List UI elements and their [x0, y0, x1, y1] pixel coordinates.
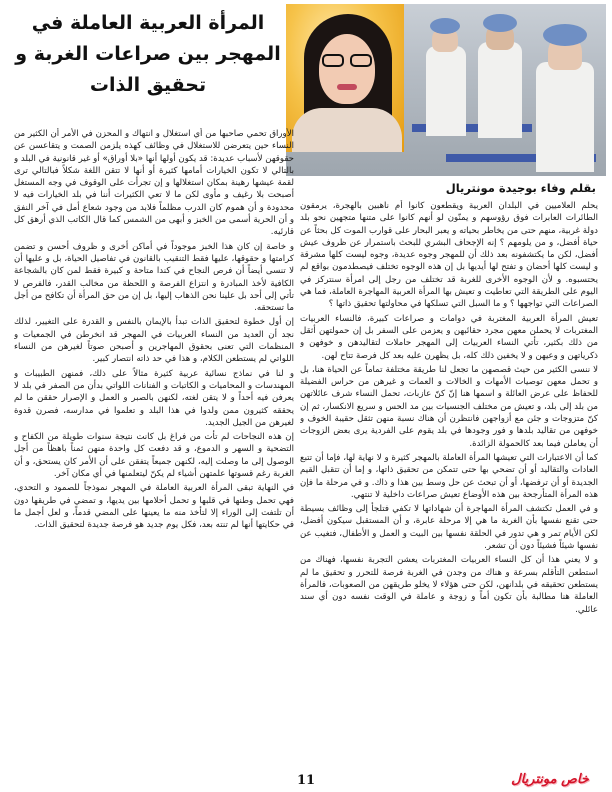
- glasses-lens: [350, 54, 372, 67]
- author-portrait: [286, 4, 404, 152]
- body-paragraph: الأوراق تحمي صاحبها من أي استغلال و انتهاك و المحزن في الأمر أن الكثير من النساء حين يتعرضن للاستغلال في وظائف كهذه يلزمن الصمت و يتقاعسن عن حقوقهن لأسباب عديدة: قد يكون أولها أنها «بلا أوراق» أو غير قانونية في البلد و بالتالي لا تكون الخيارات أمامها كثيرة أو أنها لا تتقن اللغة شكلاً فبالتالي ترى لقمة عيشها رهينة بمكان استغلالها و إن تجرأت على الوقوف في وجه المستغل أصبحت بلا رغيف و مأوى لكن ما لا تعي الكثيرات أننا في بلد الخيارات فيه لا محدودة و أن هموم كان الدرب مظلماً فلابد من وجود شعاع أمل في آخر النفق و أن الحرية أسمى من الخبز و أبهى من الشمس كما قال الكاتب الذي أرهق كل قارئيه.: [14, 129, 294, 238]
- page-number: 11: [296, 773, 316, 788]
- headline-line-1: المرأة العربية العاملة في: [31, 12, 265, 34]
- magazine-logo: خاص مونتريال: [511, 772, 589, 787]
- body-paragraph: لا ننسى الكثير من حيث قصصهن ما تجعل لنا طريقة مختلفة تماماً عن الحياة هنا، بل و تحمل معهن توصيات الأمهات و الخالات و العمات و غيرهن من حراس الفضيلة للحفاظ على عرض العائلة و اسمها هنا إنّ كنّ عازبات، تحمل النساء شرف عائلاتهن من بلد إلى بلد، و تعيش من مختلف الجنسيات بين مد الحس و سريع الانكسار، ثم إن كنّ متزوجات و جئن مع أزواجهن فانتظرن أن هناك نسبة منهن تثقل حقيبة الخوف و خوفهن من تقاليد بلدها و فور وجودها في بلد يقوم على الفردية يرى بعض الزوجات أن يعاملن فيما بعد كالحمولة الزائدة.: [300, 364, 598, 449]
- body-paragraph: و لا يعني هذا أن كل النساء العربيات المغتربات يعشن التجربة نفسها، فهناك من استطعن التأقلم بسرعة و هناك من وجدن في الغربة فرصة للتحرر و تحقيق ما لم يستطعن تحقيقه في بلدانهن، لكن حتى هؤلاء لا يخلو طريقهن من الصعوبات، فالمرأة العاملة هنا مطالبة بأن تكون أماً و زوجة و عاملة في الوقت نفسه دون أي سند عائلي.: [300, 555, 598, 615]
- glasses-lens: [322, 54, 344, 67]
- portrait-lips: [337, 84, 357, 90]
- worker-uniform: [536, 62, 594, 172]
- worker-cap: [430, 18, 460, 34]
- article-column-right: [300, 200, 598, 770]
- article-column-left: [14, 128, 294, 770]
- body-paragraph: و خاصة إن كان هذا الخبز موجوداً في أماكن أخرى و ظروف أحسن و تضمن كرامتها و حقوقها، عليها فقط التنقيب بالقانون في تفاصيل الحياة، بل و عليها أن لا تنسى أيضاً أن فرص النجاح في كندا متاحة و كبيرة فقط لمن كان بالشجاعة الكافية لأخذ المبادرة و انتزاع الفرصة و اللحظة من مخالب القدر، فالفرص لا تأتي إلى أحد بل علينا نحن الذهاب إليها، بل إن من حق المرأة أن تكافح من أجل ما تستحقه.: [14, 241, 294, 314]
- headline-line-2: المهجر بين صراعات الغربة و: [15, 43, 281, 65]
- body-paragraph: و في العمل تكتشف المرأة المهاجرة أن شهاداتها لا تكفي فتلجأ إلى وظائف بسيطة حتى تقنع نفسها بأن الغربة ما هي إلا مرحلة عابرة، و أن المستقبل سيكون أفضل، لكن الأيام تمر و هي تدور في الحلقة نفسها بين البيت و العمل و الأطفال، فتغيب عن نفسها شيئاً فشيئاً دون أن تشعر.: [300, 504, 598, 552]
- body-paragraph: إن أول خطوة لتحقيق الذات تبدأ بالإيمان بالنفس و القدرة على التغيير، لذلك نجد أن العديد من النساء العربيات في المهجر قد انخرطن في الجمعيات و المنظمات التي تعنى بحقوق المهاجرين و أصبحن صوتاً لغيرهن من النساء اللواتي لم يستطعن الكلام، و هذا في حد ذاته انتصار كبير.: [14, 317, 294, 365]
- body-paragraph: إن هذه النجاحات لم تأت من فراغ بل كانت نتيجة سنوات طويلة من الكفاح و التضحية و السهر و الدموع، و قد دفعت كل واحدة منهن ثمناً باهظاً من أجل الوصول إلى ما وصلت إليه، لكنهن جميعاً يتفقن على أن الأمر كان يستحق، و أن الغربة رغم قسوتها علمتهن أشياء لم يكنّ ليتعلمنها في أي مكان آخر.: [14, 432, 294, 480]
- article-byline: بقلم وفاء بوجيدة مونتريال: [445, 181, 596, 195]
- portrait-face: [319, 34, 375, 104]
- worker-cap: [483, 14, 517, 32]
- body-paragraph: و لنا في نماذج نسائية عربية كثيرة مثالاً على ذلك، فمنهن الطبيبات و المهندسات و المحاميات و الكاتبات و الفنانات اللواتي بدأن من الصفر في بلد لا يعرفن فيه أحداً و لا يتقن لغته، لكنهن بالصبر و العمل و الإصرار حققن ما لم يحققه كثيرون ممن ولدوا في هذا البلد و تعلموا في مدارسه، فصرن قدوة لغيرهن من الجيل الجديد.: [14, 368, 294, 428]
- body-paragraph: يحلم العلاميين في البلدان العربية ويقطعون كانوا أم ناهبين بالهجرة، يرمقون الطائرات العابرات فوق رؤوسهم و يمنّون لو أنهم كانوا على متنها متجهين نحو بلد دولة غربية، منهم حتى من يخاطر بحياته و يعبر البحار على قوارب الموت كل بحثاً عن حياة أفضل، و من يلومهم ؟ إنه الإجحاف البشري للبحث باستمرار عن ظروف عيش أفضل، لكن ما يكتشفونه بعد ذلك أن للمهجر وجوه عديدة، وجوه ليست كلها مشرقة و ليست كلها أحضان و تفتح لها أيديها بل إن هذه الوجوه تختلف فيصطدمون بواقع لم يحتسبوه. و لأن الوجوه الأخرى للغربة قد تختلف من رجل إلى امرأة سنتركز في اليوم على الطريقة التي تعاطيت و تعيش بها المرأة العربية المهاجرة العاملة، فما هي الصراعات التي تواجهها ؟ و ما السبل التي تسلكها في محاولتها تحقيق ذاتها ؟: [300, 201, 598, 310]
- worker-cap: [543, 24, 587, 46]
- worker-uniform: [478, 42, 522, 138]
- article-headline: [14, 8, 282, 124]
- portrait-shirt: [292, 108, 402, 152]
- body-paragraph: في النهاية تبقى المرأة العربية العاملة في المهجر نموذجاً للصمود و التحدي، فهي تحمل وطنها في قلبها و تحمل أحلامها بين يديها، و تمضي في طريقها دون أن تلتفت إلى الوراء إلا لتأخذ منه ما يعينها على المضي قدماً، و لعل أجمل ما في حكايتها أنها لم تنته بعد، فكل يوم جديد هو فرصة جديدة لتحقيق الذات.: [14, 483, 294, 531]
- body-paragraph: تعيش المرأة العربية المغتربة في دوامات و صراعات كبيرة، فالنساء العربيات المغتربات لا يحملن معهن مجرد حقائبهن و يعزمن على السفر بل إن حمولتهن أثقل من ذلك بكثير، تأتي النساء العربيات إلى المهجر حاملات لتقاليدهن و خوفهن و ذكرياتهن و وعيهن و لا يخفين ذلك كله، بل يظهرن عليه بعد كل فرصة تتاح لهن.: [300, 313, 598, 361]
- body-paragraph: كما أن الاعتبارات التي تعيشها المرأة العاملة بالمهجر كثيرة و لا نهاية لها، فإما أن تتبع العادات والتقاليد أو أن تضحي بها حتى تتمكن من تحقيق ذاتها، و إما أن تتقبل القيم الجديدة أو أن ترفضها، أو أن تبحث عن حل وسط بين هذا و ذاك. و في مرحلة ما فإن هذه المرأة المتأرجحة بين هذه الأوضاع تعيش صراعات داخلية لا تنتهي.: [300, 452, 598, 500]
- worker-uniform: [426, 46, 466, 136]
- portrait-glasses: [320, 54, 374, 68]
- headline-line-3: تحقيق الذات: [89, 74, 207, 96]
- article-photo: [286, 4, 606, 176]
